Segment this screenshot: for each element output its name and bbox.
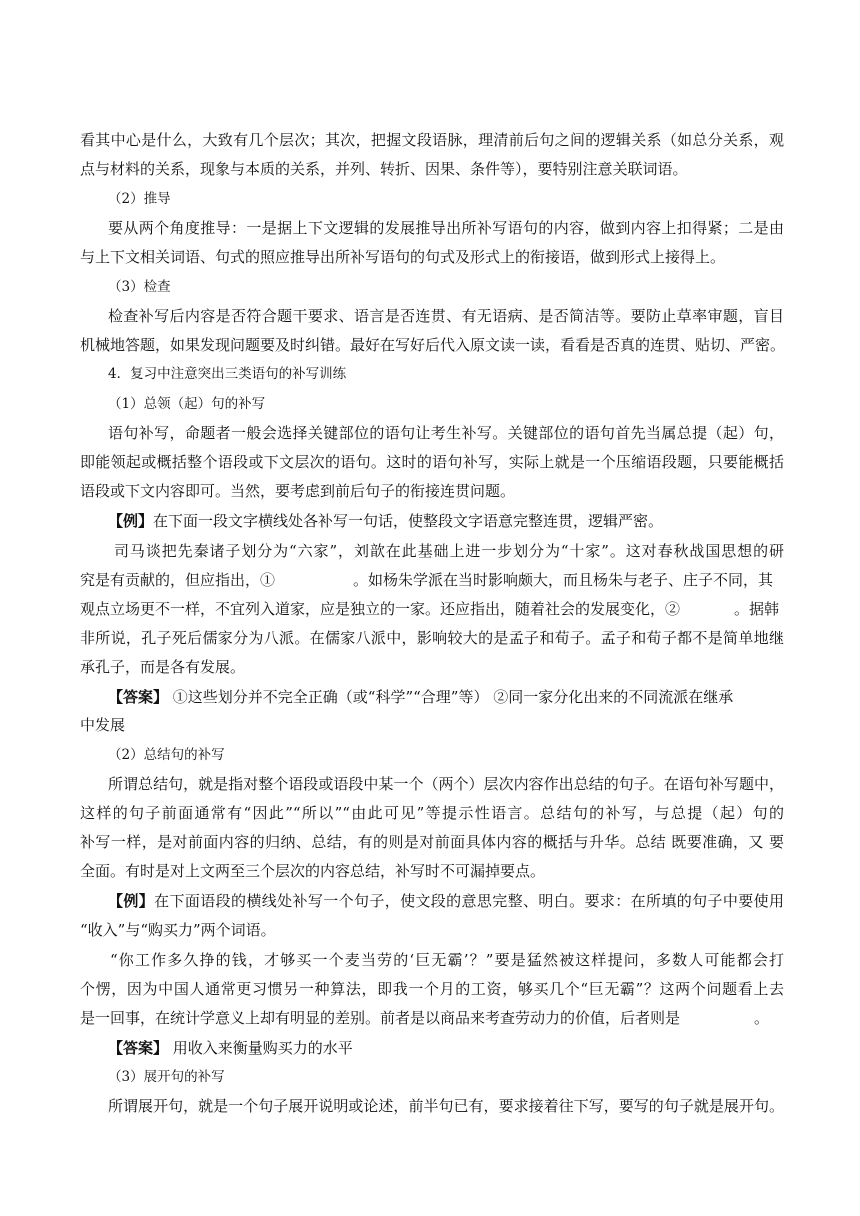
paragraph-line: 看其中心是什么，大致有几个层次；其次，把握文段语脉，理清前后句之间的逻辑关系（如总分关系，观 [80, 131, 784, 149]
passage-line: 承孔子，而是各有发展。 [80, 658, 246, 676]
section-heading-zongling: （1）总领（起）句的补写 [108, 396, 266, 412]
passage-line: “你工作多久挣的钱，才够买一个麦当劳的‘巨无霸’？”要是猛然被这样提问，多数人可能都会打 [110, 951, 784, 969]
example-text: 在下面语段的横线处补写一个句子，使文段的意思完整、明白。要求：在所填的句子中要使用 [154, 892, 784, 910]
answer-label: 【答案】 [108, 1039, 169, 1057]
example-2-prompt-continued: “收入”与“购买力”两个词语。 [80, 921, 276, 939]
passage-line: 司马谈把先秦诸子划分为“六家”，刘歆在此基础上进一步划分为“十家”。这对春秋战国思想的研 [114, 542, 784, 560]
section-heading-zhankai: （3）展开句的补写 [108, 1069, 225, 1085]
example-1-prompt [80, 510, 784, 532]
answer-1-continued: 中发展 [80, 716, 126, 734]
paragraph-line: 所谓展开句，就是一个句子展开说明或论述，前半句已有，要求接着往下写，要写的句子就是展开句。 [108, 1097, 784, 1115]
passage-line: 个愣，因为中国人通常更习惯另一种算法，即我一个月的工资，够买几个“巨无霸”？这两个问题看上去 [80, 980, 784, 998]
answer-2 [80, 1037, 784, 1059]
paragraph-line: 机械地答题，如果发现问题要及时纠错。最好在写好后代入原文读一读，看看是否真的连贯、贴切、严密。 [80, 336, 786, 354]
example-2-prompt [80, 890, 784, 912]
section-heading-tuidao: （2）推导 [108, 191, 171, 207]
section-heading-zongjie: （2）总结句的补写 [108, 747, 225, 763]
item-heading-4: 4．复习中注意突出三类语句的补写训练 [108, 366, 347, 382]
section-heading-jiancha: （3）检查 [108, 279, 171, 295]
paragraph-line: 即能领起或概括整个语段或下文层次的语句。这时的语句补写，实际上就是一个压缩语段题，只要能概括 [80, 453, 784, 471]
paragraph-line: 与上下文相关词语、句式的照应推导出所补写语句的句式及形式上的衔接语，做到形式上接得上。 [80, 248, 726, 266]
passage-line: 非所说，孔子死后儒家分为八派。在儒家八派中，影响较大的是孟子和荀子。孟子和荀子都不是简单地继 [80, 629, 784, 647]
paragraph-line: 语句补写，命题者一般会选择关键部位的语句让考生补写。关键部位的语句首先当属总提（起）句， [108, 424, 784, 442]
example-label: 【例】 [108, 512, 154, 530]
paragraph-line: 所谓总结句，就是指对整个语段或语段中某一个（两个）层次内容作出总结的句子。在语句补写题中， [108, 775, 784, 793]
paragraph-line: 检查补写后内容是否符合题干要求、语言是否连贯、有无语病、是否简洁等。要防止草率审题，盲目 [108, 307, 784, 325]
paragraph-line: 全面。有时是对上文两至三个层次的内容总结，补写时不可漏掉要点。 [80, 862, 546, 880]
passage-line: 究是有贡献的，但应指出，① 。如杨朱学派在当时影响颇大，而且杨朱与老子、庄子不同，其 [80, 571, 774, 589]
paragraph-line: 要从两个角度推导：一是据上下文逻辑的发展推导出所补写语句的内容，做到内容上扣得紧；二是由 [108, 219, 784, 237]
answer-1 [80, 686, 784, 708]
answer-label: 【答案】 [108, 688, 169, 706]
paragraph-line: 点与材料的关系，现象与本质的关系，并列、转折、因果、条件等），要特别注意关联词语。 [80, 160, 688, 178]
answer-text: ①这些划分并不完全正确（或“科学”“合理”等） ②同一家分化出来的不同流派在继承 [168, 688, 734, 706]
paragraph-line: 语段或下文内容即可。当然，要考虑到前后句子的衔接连贯问题。 [80, 482, 516, 500]
paragraph-line: 这样的句子前面通常有“因此”“所以”“由此可见”等提示性语言。总结句的补写，与总提（起）句的 [80, 804, 784, 822]
paragraph-line: 补写一样，是对前面内容的归纳、总结，有的则是对前面具体内容的概括与升华。总结 既要准确，又 要 [80, 833, 784, 851]
passage-line: 观点立场更不一样，不宜列入道家，应是独立的一家。还应指出，随着社会的发展变化，② 。据韩 [80, 600, 780, 618]
example-text: 在下面一段文字横线处各补写一句话，使整段文字语意完整连贯，逻辑严密。 [153, 512, 664, 530]
answer-text: 用收入来衡量购买力的水平 [168, 1039, 353, 1057]
example-label: 【例】 [108, 892, 155, 910]
passage-line: 是一回事，在统计学意义上却有明显的差别。前者是以商品来考查劳动力的价值，后者则是 。 [80, 1009, 770, 1027]
